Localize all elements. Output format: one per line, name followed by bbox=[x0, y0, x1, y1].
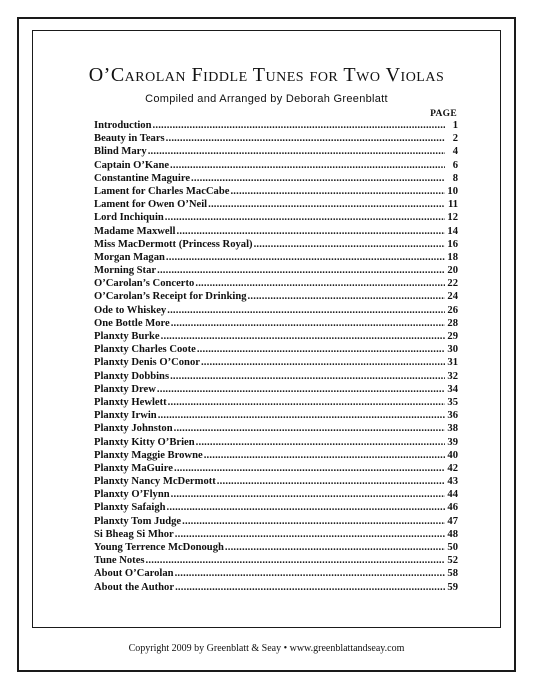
toc-entry-title: Introduction bbox=[94, 120, 152, 131]
toc-entry bbox=[94, 449, 458, 462]
toc-entry-page: 16 bbox=[447, 238, 458, 250]
copyright-footer: Copyright 2009 by Greenblatt & Seay • www.greenblattandseay.com bbox=[128, 643, 405, 654]
toc-dot-leader bbox=[248, 290, 445, 303]
toc-entry bbox=[94, 132, 458, 145]
toc-entry-page: 32 bbox=[447, 370, 458, 382]
toc-entry-page: 29 bbox=[447, 331, 458, 342]
toc-entry-page: 18 bbox=[447, 251, 458, 263]
toc-entry-title: Si Bheag Si Mhor bbox=[94, 528, 174, 540]
toc-entry-page: 59 bbox=[447, 581, 458, 593]
toc-entry-title: Planxty Irwin bbox=[94, 410, 157, 422]
toc-entry-title: O’Carolan’s Concerto bbox=[94, 278, 195, 290]
toc-entry-title: Tune Notes bbox=[94, 555, 145, 567]
document-subtitle: Compiled and Arranged by Deborah Greenblatt bbox=[145, 93, 388, 105]
toc-dot-leader bbox=[174, 422, 445, 435]
toc-entry-page: 12 bbox=[447, 212, 458, 224]
toc-entry bbox=[94, 211, 458, 224]
toc-entry-title: Planxty O’Flynn bbox=[94, 489, 170, 501]
page-column-header: PAGE bbox=[430, 109, 457, 119]
toc-entry-title: Planxty Burke bbox=[94, 331, 160, 342]
toc-entry bbox=[94, 225, 458, 238]
toc-entry bbox=[94, 370, 458, 383]
toc-entry bbox=[94, 159, 458, 172]
toc-entry bbox=[94, 277, 458, 290]
toc-entry-title: Blind Mary bbox=[94, 146, 147, 158]
toc-dot-leader bbox=[204, 449, 445, 462]
toc-dot-leader bbox=[182, 515, 445, 528]
toc-entry bbox=[94, 475, 458, 488]
toc-entry-page: 38 bbox=[447, 423, 458, 435]
toc-entry-title: Planxty Tom Judge bbox=[94, 515, 182, 527]
toc-entry-title: Planxty Kitty O’Brien bbox=[94, 436, 195, 448]
toc-dot-leader bbox=[175, 567, 445, 580]
toc-entry bbox=[94, 488, 458, 501]
table-of-contents bbox=[94, 119, 458, 594]
toc-dot-leader bbox=[174, 462, 445, 475]
toc-entry-page: 30 bbox=[447, 344, 458, 356]
toc-dot-leader bbox=[217, 475, 445, 488]
toc-entry bbox=[94, 264, 458, 277]
toc-entry-title: Planxty Hewlett bbox=[94, 396, 167, 408]
toc-entry-page: 34 bbox=[447, 383, 458, 395]
toc-entry-page: 24 bbox=[447, 291, 458, 303]
toc-entry-title: Planxty Safaigh bbox=[94, 502, 166, 514]
toc-dot-leader bbox=[153, 119, 446, 132]
toc-dot-leader bbox=[201, 356, 445, 369]
toc-entry-page: 50 bbox=[447, 542, 458, 553]
toc-dot-leader bbox=[230, 185, 445, 198]
toc-entry-page: 20 bbox=[447, 265, 458, 277]
toc-entry bbox=[94, 422, 458, 435]
toc-entry-page: 8 bbox=[452, 172, 458, 184]
toc-entry bbox=[94, 145, 458, 158]
toc-dot-leader bbox=[175, 581, 445, 594]
toc-entry bbox=[94, 172, 458, 185]
toc-entry-title: O’Carolan’s Receipt for Drinking bbox=[94, 291, 247, 303]
toc-entry bbox=[94, 198, 458, 211]
toc-entry-page: 14 bbox=[447, 225, 458, 237]
toc-entry-page: 31 bbox=[447, 357, 458, 369]
toc-entry bbox=[94, 501, 458, 514]
toc-dot-leader bbox=[148, 145, 445, 158]
toc-dot-leader bbox=[146, 554, 445, 567]
toc-entry-title: Planxty Johnston bbox=[94, 423, 173, 435]
toc-dot-leader bbox=[177, 225, 446, 238]
toc-entry-title: Planxty Dobbins bbox=[94, 370, 170, 382]
toc-entry-page: 43 bbox=[447, 476, 458, 488]
toc-entry bbox=[94, 396, 458, 409]
toc-entry-title: One Bottle More bbox=[94, 317, 170, 329]
toc-dot-leader bbox=[171, 317, 445, 330]
toc-dot-leader bbox=[157, 264, 445, 277]
toc-entry-page: 36 bbox=[447, 410, 458, 422]
toc-entry bbox=[94, 515, 458, 528]
toc-dot-leader bbox=[208, 198, 445, 211]
toc-entry-title: Morning Star bbox=[94, 265, 157, 277]
toc-dot-leader bbox=[158, 409, 445, 422]
toc-entry-page: 48 bbox=[447, 528, 458, 540]
toc-dot-leader bbox=[175, 528, 445, 541]
toc-dot-leader bbox=[171, 488, 445, 501]
toc-dot-leader bbox=[225, 541, 445, 554]
toc-entry bbox=[94, 567, 458, 580]
toc-dot-leader bbox=[254, 238, 445, 251]
toc-entry-page: 46 bbox=[447, 502, 458, 514]
toc-entry-page: 35 bbox=[447, 396, 458, 408]
toc-entry-page: 58 bbox=[447, 568, 458, 580]
toc-entry bbox=[94, 383, 458, 396]
toc-entry-page: 28 bbox=[447, 317, 458, 329]
toc-entry-page: 52 bbox=[447, 555, 458, 567]
toc-entry bbox=[94, 409, 458, 422]
toc-entry-title: Planxty MaGuire bbox=[94, 462, 173, 474]
toc-entry-title: Madame Maxwell bbox=[94, 225, 176, 237]
toc-entry-page: 40 bbox=[447, 449, 458, 461]
toc-entry bbox=[94, 119, 458, 132]
toc-entry bbox=[94, 356, 458, 369]
toc-entry-page: 1 bbox=[452, 120, 458, 131]
toc-dot-leader bbox=[161, 330, 445, 343]
toc-dot-leader bbox=[195, 277, 445, 290]
toc-dot-leader bbox=[191, 172, 445, 185]
toc-entry bbox=[94, 290, 458, 303]
toc-dot-leader bbox=[157, 383, 445, 396]
toc-entry-page: 6 bbox=[452, 159, 458, 171]
toc-entry-title: Morgan Magan bbox=[94, 251, 165, 263]
toc-entry-page: 4 bbox=[452, 146, 458, 158]
toc-entry bbox=[94, 436, 458, 449]
toc-entry-page: 47 bbox=[447, 515, 458, 527]
toc-entry-title: Beauty in Tears bbox=[94, 133, 165, 145]
toc-dot-leader bbox=[168, 396, 445, 409]
toc-dot-leader bbox=[165, 211, 445, 224]
toc-entry-title: Planxty Drew bbox=[94, 383, 156, 395]
toc-entry bbox=[94, 330, 458, 343]
toc-entry bbox=[94, 554, 458, 567]
toc-dot-leader bbox=[166, 251, 445, 264]
toc-entry-page: 44 bbox=[447, 489, 458, 501]
toc-entry-title: About the Author bbox=[94, 581, 175, 593]
toc-dot-leader bbox=[167, 304, 445, 317]
toc-dot-leader bbox=[170, 159, 445, 172]
toc-entry-title: Miss MacDermott (Princess Royal) bbox=[94, 238, 253, 250]
toc-dot-leader bbox=[196, 436, 445, 449]
toc-entry-title: Planxty Maggie Browne bbox=[94, 449, 203, 461]
toc-entry-title: About O’Carolan bbox=[94, 568, 174, 580]
toc-entry bbox=[94, 304, 458, 317]
toc-entry-title: Young Terrence McDonough bbox=[94, 542, 224, 553]
toc-entry-title: Lament for Owen O’Neil bbox=[94, 199, 208, 211]
toc-entry-page: 2 bbox=[452, 133, 458, 145]
toc-entry bbox=[94, 343, 458, 356]
toc-entry-page: 39 bbox=[447, 436, 458, 448]
toc-entry bbox=[94, 462, 458, 475]
toc-entry-title: Constantine Maguire bbox=[94, 172, 191, 184]
toc-entry-title: Planxty Charles Coote bbox=[94, 344, 196, 356]
toc-entry bbox=[94, 581, 458, 594]
toc-dot-leader bbox=[170, 370, 445, 383]
toc-dot-leader bbox=[197, 343, 445, 356]
toc-entry-title: Planxty Denis O’Conor bbox=[94, 357, 200, 369]
toc-entry-page: 11 bbox=[447, 199, 458, 211]
toc-entry bbox=[94, 251, 458, 264]
toc-entry-page: 42 bbox=[447, 462, 458, 474]
toc-entry-page: 10 bbox=[447, 185, 458, 197]
toc-entry-title: Planxty Nancy McDermott bbox=[94, 476, 216, 488]
toc-entry bbox=[94, 541, 458, 554]
toc-entry bbox=[94, 528, 458, 541]
toc-dot-leader bbox=[166, 132, 445, 145]
toc-entry bbox=[94, 185, 458, 198]
toc-entry-page: 22 bbox=[447, 278, 458, 290]
toc-entry bbox=[94, 317, 458, 330]
toc-dot-leader bbox=[167, 501, 445, 514]
toc-entry bbox=[94, 238, 458, 251]
toc-entry-title: Ode to Whiskey bbox=[94, 304, 167, 316]
toc-entry-title: Lord Inchiquin bbox=[94, 212, 164, 224]
toc-entry-page: 26 bbox=[447, 304, 458, 316]
toc-entry-title: Lament for Charles MacCabe bbox=[94, 185, 230, 197]
document-title: O’Carolan Fiddle Tunes for Two Violas bbox=[88, 64, 445, 86]
toc-entry-title: Captain O’Kane bbox=[94, 159, 170, 171]
